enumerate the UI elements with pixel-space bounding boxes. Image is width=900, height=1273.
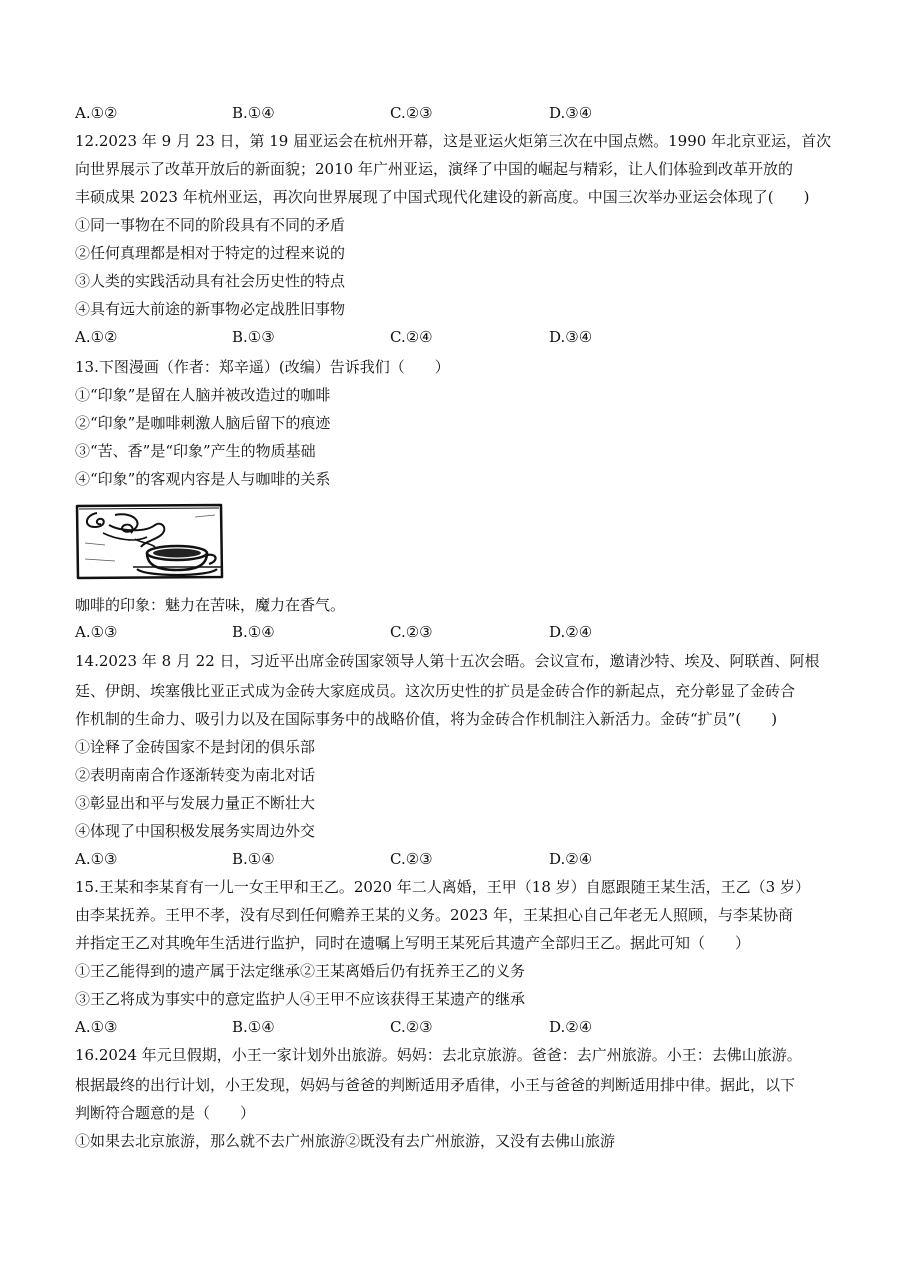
q11-option-d[interactable]: D.③④ [549, 104, 593, 122]
q12-statement-4: ④具有远大前途的新事物必定战胜旧事物 [75, 300, 346, 318]
q13-statement-1: ①“印象”是留在人脑并被改造过的咖啡 [75, 386, 331, 404]
q13-cartoon-caption: 咖啡的印象：魅力在苦味，魔力在香气。 [75, 596, 346, 614]
q14-option-a[interactable]: A.①③ [75, 850, 118, 868]
q12-option-a[interactable]: A.①② [75, 328, 118, 346]
q14-stem-line-3: 作机制的生命力、吸引力以及在国际事务中的战略价值，将为金砖合作机制注入新活力。金砖“扩员”( ) [75, 710, 778, 728]
q15-option-d[interactable]: D.②④ [549, 1018, 593, 1036]
q13-statement-3: ③“苦、香”是“印象”产生的物质基础 [75, 442, 316, 460]
q12-stem-line-1: 12.2023 年 9 月 23 日，第 19 届亚运会在杭州开幕，这是亚运火炬第三次在中国点燃。1990 年北京亚运，首次 [75, 132, 832, 150]
q14-stem-line-2: 廷、伊朗、埃塞俄比亚正式成为金砖大家庭成员。这次历史性的扩员是金砖合作的新起点，充分彰显了金砖合 [75, 682, 796, 700]
q12-option-b[interactable]: B.①③ [232, 328, 275, 346]
q12-options [75, 327, 835, 347]
q14-options [75, 849, 835, 869]
q14-option-d[interactable]: D.②④ [549, 850, 593, 868]
q12-statement-1: ①同一事物在不同的阶段具有不同的矛盾 [75, 216, 346, 234]
q15-options [75, 1017, 835, 1037]
q12-option-d[interactable]: D.③④ [549, 328, 593, 346]
q11-option-a[interactable]: A.①② [75, 104, 118, 122]
q16-stem-line-2: 根据最终的出行计划，小王发现，妈妈与爸爸的判断适用矛盾律，小王与爸爸的判断适用排中律。据此，以下 [75, 1076, 796, 1094]
q12-option-c[interactable]: C.②④ [390, 328, 433, 346]
q13-stem: 13.下图漫画（作者：郑辛遥）(改编）告诉我们（ ） [75, 358, 450, 376]
q13-statement-2: ②“印象”是咖啡刺激人脑后留下的痕迹 [75, 414, 331, 432]
q11-options [75, 103, 835, 123]
q13-option-c[interactable]: C.②③ [390, 623, 433, 641]
q14-statement-2: ②表明南南合作逐渐转变为南北对话 [75, 766, 316, 784]
q15-stem-line-1: 15.王某和李某育有一儿一女王甲和王乙。2020 年二人离婚，王甲（18 岁）自愿跟随王某生活，王乙（3 岁） [75, 878, 810, 896]
coffee-cup-cartoon-icon [75, 503, 225, 581]
q16-stem-line-3: 判断符合题意的是（ ） [75, 1104, 256, 1122]
q14-statement-3: ③彰显出和平与发展力量正不断壮大 [75, 794, 316, 812]
q12-stem-line-3: 丰硕成果 2023 年杭州亚运，再次向世界展现了中国式现代化建设的新高度。中国三次举办亚运会体现了( ) [75, 188, 810, 206]
q12-statement-2: ②任何真理都是相对于特定的过程来说的 [75, 244, 346, 262]
q14-statement-1: ①诠释了金砖国家不是封闭的俱乐部 [75, 738, 316, 756]
q12-statement-3: ③人类的实践活动具有社会历史性的特点 [75, 272, 346, 290]
q15-option-c[interactable]: C.②③ [390, 1018, 433, 1036]
q15-statement-2: ③王乙将成为事实中的意定监护人④王甲不应该获得王某遗产的继承 [75, 990, 526, 1008]
q14-option-c[interactable]: C.②③ [390, 850, 433, 868]
q14-stem-line-1: 14.2023 年 8 月 22 日，习近平出席金砖国家领导人第十五次会晤。会议宣布，邀请沙特、埃及、阿联酋、阿根 [75, 652, 820, 670]
q14-statement-4: ④体现了中国积极发展务实周边外交 [75, 822, 316, 840]
q15-option-b[interactable]: B.①④ [232, 1018, 275, 1036]
q14-option-b[interactable]: B.①④ [232, 850, 275, 868]
q13-options [75, 622, 835, 642]
q15-statement-1: ①王乙能得到的遗产属于法定继承②王某离婚后仍有抚养王乙的义务 [75, 962, 526, 980]
q13-option-d[interactable]: D.②④ [549, 623, 593, 641]
q15-stem-line-3: 并指定王乙对其晚年生活进行监护，同时在遗嘱上写明王某死后其遗产全部归王乙。据此可知（ ） [75, 934, 751, 952]
q13-option-a[interactable]: A.①③ [75, 623, 118, 641]
q16-stem-line-1: 16.2024 年元旦假期，小王一家计划外出旅游。妈妈：去北京旅游。爸爸：去广州旅游。小王：去佛山旅游。 [75, 1046, 802, 1064]
q16-statement-1: ①如果去北京旅游，那么就不去广州旅游②既没有去广州旅游，又没有去佛山旅游 [75, 1132, 616, 1150]
q12-stem-line-2: 向世界展示了改革开放后的新面貌；2010 年广州亚运，演绎了中国的崛起与精彩，让人们体验到改革开放的 [75, 160, 793, 178]
q11-option-b[interactable]: B.①④ [232, 104, 275, 122]
q15-stem-line-2: 由李某抚养。王甲不孝，没有尽到任何赡养王某的义务。2023 年，王某担心自己年老无人照顾，与李某协商 [75, 906, 793, 924]
q15-option-a[interactable]: A.①③ [75, 1018, 118, 1036]
q13-statement-4: ④“印象”的客观内容是人与咖啡的关系 [75, 470, 331, 488]
q11-option-c[interactable]: C.②③ [390, 104, 433, 122]
q13-option-b[interactable]: B.①④ [232, 623, 275, 641]
